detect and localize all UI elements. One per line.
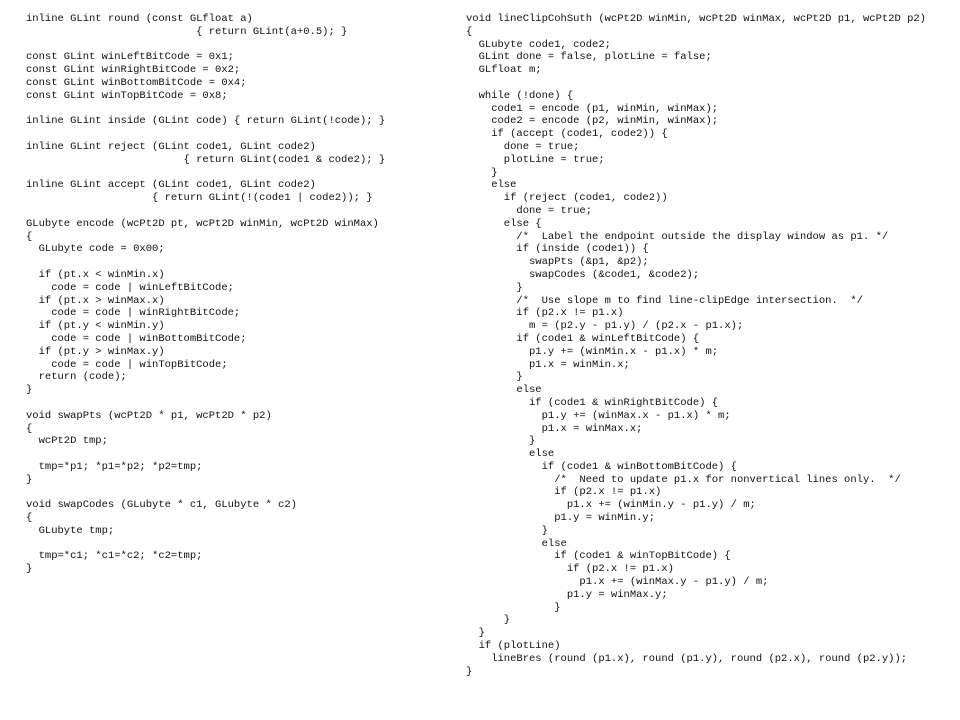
code-line: while (!done) { (466, 89, 574, 102)
code-line: if (pt.x > winMax.x) (26, 294, 165, 307)
code-line: GLint done = false, plotLine = false; (466, 51, 712, 64)
code-line: plotLine = true; (466, 153, 605, 166)
code-line: void swapCodes (GLubyte * c1, GLubyte * c2) (26, 499, 297, 512)
code-line (26, 205, 426, 218)
code-column-left (26, 13, 426, 576)
code-line: code1 = encode (p1, winMin, winMax); (466, 102, 719, 115)
code-line: p1.y += (winMax.x - p1.x) * m; (466, 409, 731, 422)
code-line: p1.x += (winMax.y - p1.y) / m; (466, 576, 769, 589)
code-line: } (26, 384, 33, 397)
code-line: void swapPts (wcPt2D * p1, wcPt2D * p2) (26, 409, 272, 422)
code-line: else (466, 384, 542, 397)
code-line: else { (466, 217, 542, 230)
code-line: if (pt.x < winMin.x) (26, 268, 165, 281)
code-line: /* Use slope m to find line-clipEdge intersection. */ (466, 294, 863, 307)
code-line: const GLint winRightBitCode = 0x2; (26, 64, 241, 77)
code-line: } (466, 627, 485, 640)
code-line: if (accept (code1, code2)) { (466, 128, 668, 141)
code-line: if (code1 & winLeftBitCode) { (466, 332, 700, 345)
code-line (26, 128, 426, 141)
code-line: } (466, 435, 536, 448)
code-line (26, 256, 426, 269)
code-line: } (26, 563, 33, 576)
code-line: inline GLint reject (GLint code1, GLint code2) (26, 140, 316, 153)
code-line: code = code | winBottomBitCode; (26, 332, 247, 345)
code-line: } (466, 281, 523, 294)
code-line: if (pt.y < winMin.y) (26, 320, 165, 333)
code-line: if (p2.x != p1.x) (466, 307, 624, 320)
code-line: p1.x += (winMin.y - p1.y) / m; (466, 499, 756, 512)
code-line: if (code1 & winRightBitCode) { (466, 396, 719, 409)
code-line: if (inside (code1)) { (466, 243, 649, 256)
code-line: } (466, 665, 473, 678)
code-line: { (26, 512, 33, 525)
code-line: const GLint winLeftBitCode = 0x1; (26, 51, 234, 64)
code-line: GLubyte code = 0x00; (26, 243, 165, 256)
code-line: else (466, 179, 517, 192)
code-line: { (26, 230, 33, 243)
code-line: const GLint winTopBitCode = 0x8; (26, 89, 228, 102)
code-line (26, 39, 426, 52)
code-line: return (code); (26, 371, 127, 384)
code-line: if (plotLine) (466, 640, 561, 653)
code-line: done = true; (466, 140, 580, 153)
code-line: void lineClipCohSuth (wcPt2D winMin, wcPt2D winMax, wcPt2D p1, wcPt2D p2) (466, 13, 926, 25)
code-line (26, 486, 426, 499)
code-line: } (466, 601, 561, 614)
code-column-right (466, 13, 956, 678)
code-line: inline GLint inside (GLint code) { return GLint(!code); } (26, 115, 386, 128)
code-line: } (26, 473, 33, 486)
code-line: p1.x = winMin.x; (466, 358, 630, 371)
code-line: { (466, 25, 473, 38)
code-line: code = code | winRightBitCode; (26, 307, 241, 320)
code-line: inline GLint round (const GLfloat a) (26, 13, 253, 25)
code-line: if (code1 & winTopBitCode) { (466, 550, 731, 563)
code-line: tmp=*p1; *p1=*p2; *p2=tmp; (26, 460, 203, 473)
code-line: GLubyte tmp; (26, 524, 115, 537)
code-line: if (reject (code1, code2)) (466, 192, 668, 205)
code-line: } (466, 166, 498, 179)
code-line: if (pt.y > winMax.y) (26, 345, 165, 358)
code-line: tmp=*c1; *c1=*c2; *c2=tmp; (26, 550, 203, 563)
code-line: p1.y = winMin.y; (466, 512, 656, 525)
code-line: { return GLint(a+0.5); } (26, 25, 348, 38)
code-line (26, 448, 426, 461)
code-line: } (466, 524, 548, 537)
code-line: GLfloat m; (466, 64, 542, 77)
code-line: /* Need to update p1.x for nonvertical lines only. */ (466, 473, 901, 486)
code-line: if (code1 & winBottomBitCode) { (466, 460, 737, 473)
code-line: swapPts (&p1, &p2); (466, 256, 649, 269)
code-line (26, 103, 426, 116)
code-line: inline GLint accept (GLint code1, GLint code2) (26, 179, 316, 192)
code-line: p1.x = winMax.x; (466, 422, 643, 435)
code-line: GLubyte code1, code2; (466, 38, 611, 51)
code-line: wcPt2D tmp; (26, 435, 108, 448)
code-line: p1.y = winMax.y; (466, 588, 668, 601)
code-line: { return GLint(!(code1 | code2)); } (26, 192, 373, 205)
code-line: lineBres (round (p1.x), round (p1.y), round (p2.x), round (p2.y)); (466, 652, 908, 665)
code-line (26, 167, 426, 180)
code-line: /* Label the endpoint outside the display window as p1. */ (466, 230, 889, 243)
code-line: m = (p2.y - p1.y) / (p2.x - p1.x); (466, 320, 744, 333)
code-line: code = code | winTopBitCode; (26, 358, 228, 371)
code-line (26, 538, 426, 551)
code-line: done = true; (466, 204, 593, 217)
code-line: if (p2.x != p1.x) (466, 486, 662, 499)
code-line: } (466, 371, 523, 384)
code-line (26, 397, 426, 410)
code-line: code2 = encode (p2, winMin, winMax); (466, 115, 719, 128)
code-line: code = code | winLeftBitCode; (26, 281, 234, 294)
code-line: GLubyte encode (wcPt2D pt, wcPt2D winMin, wcPt2D winMax) (26, 217, 379, 230)
code-line: else (466, 537, 567, 550)
code-line (466, 77, 956, 90)
code-line: { (26, 422, 33, 435)
code-line: else (466, 448, 555, 461)
code-line: p1.y += (winMin.x - p1.x) * m; (466, 345, 719, 358)
code-line: { return GLint(code1 & code2); } (26, 153, 386, 166)
code-line: if (p2.x != p1.x) (466, 563, 674, 576)
code-line: const GLint winBottomBitCode = 0x4; (26, 76, 247, 89)
code-line: swapCodes (&code1, &code2); (466, 268, 700, 281)
code-line: } (466, 614, 511, 627)
